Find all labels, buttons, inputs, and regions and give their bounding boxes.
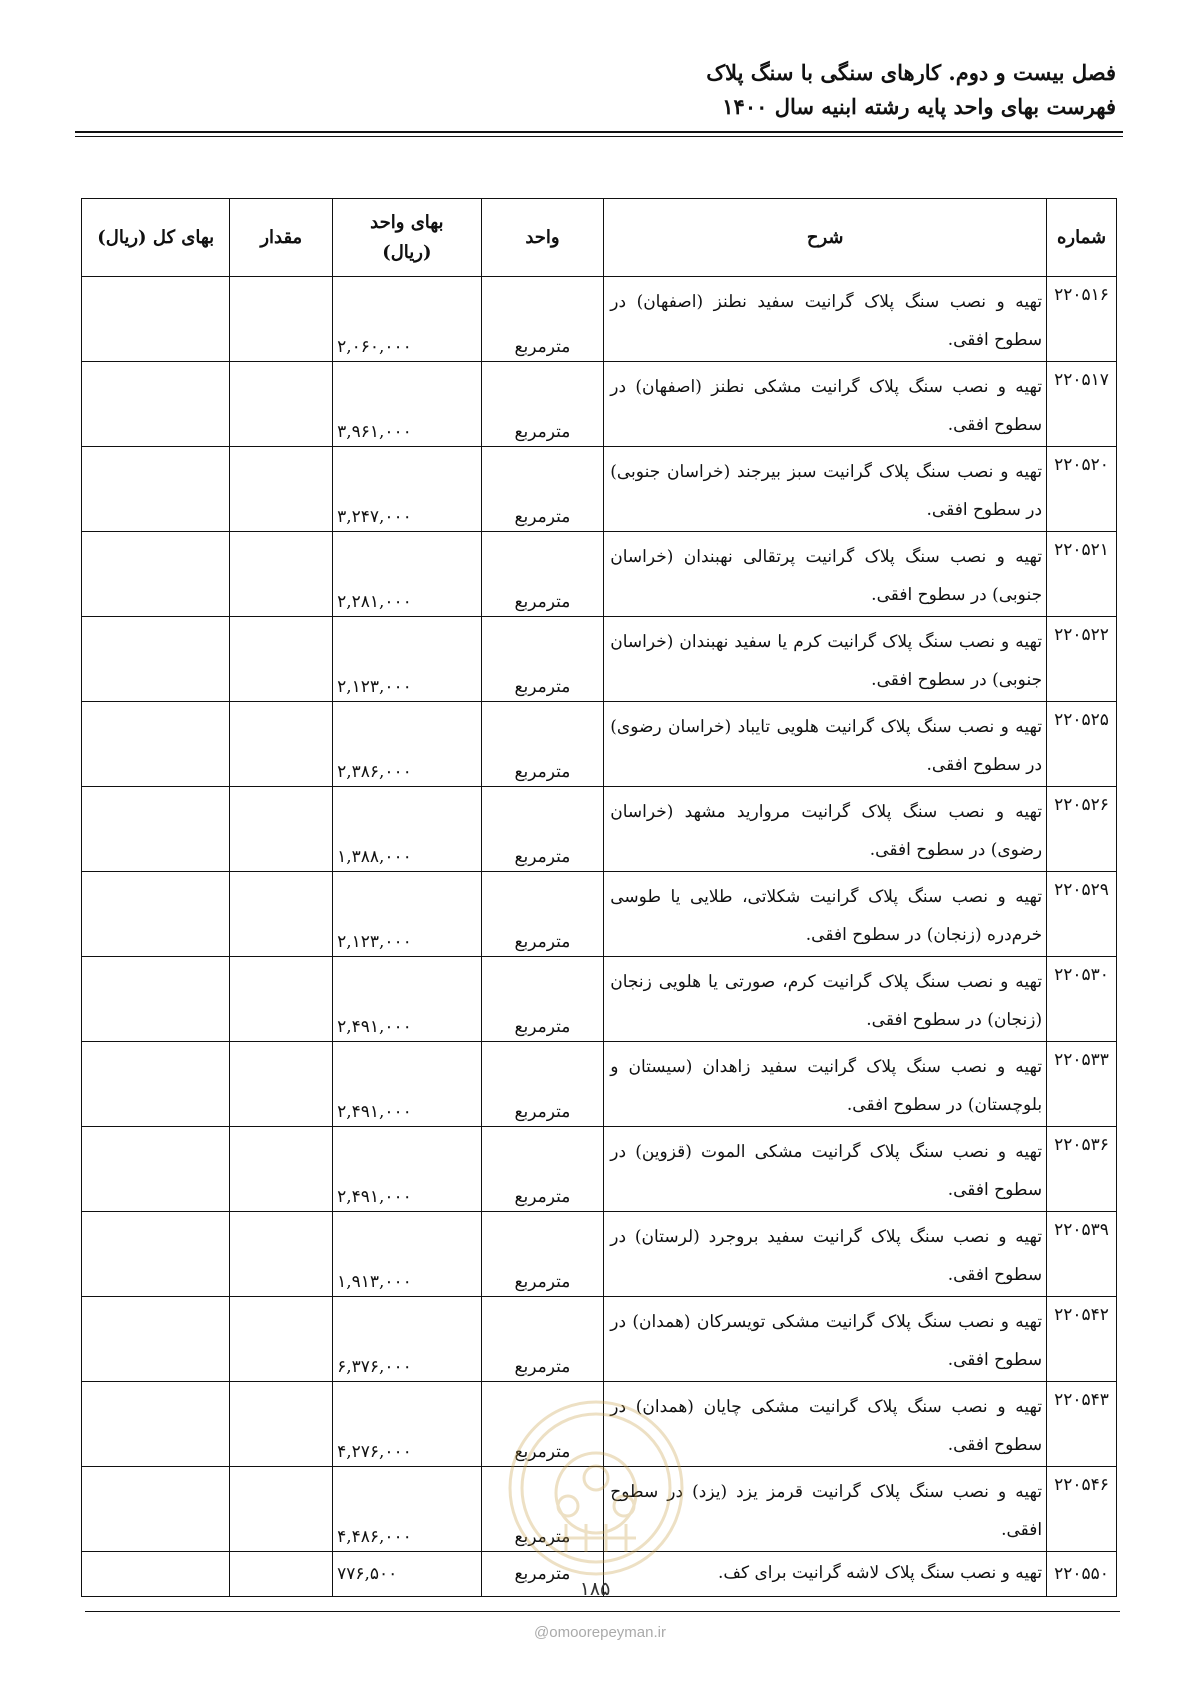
item-quantity bbox=[230, 1127, 333, 1212]
item-quantity bbox=[230, 1382, 333, 1467]
item-total-price bbox=[82, 1042, 230, 1127]
item-description: تهیه و نصب سنگ پلاک گرانیت سفید زاهدان (سیستان و بلوچستان) در سطوح افقی. bbox=[604, 1042, 1047, 1127]
item-unit: مترمربع bbox=[481, 702, 604, 787]
item-quantity bbox=[230, 787, 333, 872]
table-row bbox=[82, 1127, 1117, 1212]
item-code: ۲۲۰۵۳۶ bbox=[1047, 1127, 1117, 1212]
item-unit: مترمربع bbox=[481, 447, 604, 532]
header-quantity: مقدار bbox=[230, 199, 333, 277]
item-unit-price: ۲,۳۸۶,۰۰۰ bbox=[333, 702, 482, 787]
item-code: ۲۲۰۵۵۰ bbox=[1047, 1552, 1117, 1597]
item-total-price bbox=[82, 787, 230, 872]
item-unit: مترمربع bbox=[481, 872, 604, 957]
item-unit-price: ۲,۲۸۱,۰۰۰ bbox=[333, 532, 482, 617]
item-code: ۲۲۰۵۴۶ bbox=[1047, 1467, 1117, 1552]
item-code: ۲۲۰۵۳۹ bbox=[1047, 1212, 1117, 1297]
item-unit: مترمربع bbox=[481, 1212, 604, 1297]
table-row bbox=[82, 277, 1117, 362]
item-total-price bbox=[82, 277, 230, 362]
item-unit-price: ۲,۰۶۰,۰۰۰ bbox=[333, 277, 482, 362]
item-quantity bbox=[230, 1297, 333, 1382]
item-quantity bbox=[230, 957, 333, 1042]
item-quantity bbox=[230, 277, 333, 362]
page-header bbox=[66, 56, 1116, 124]
item-quantity bbox=[230, 1042, 333, 1127]
item-description: تهیه و نصب سنگ پلاک گرانیت کرم یا سفید نهبندان (خراسان جنوبی) در سطوح افقی. bbox=[604, 617, 1047, 702]
header-unit-price bbox=[333, 199, 482, 277]
item-code: ۲۲۰۵۳۰ bbox=[1047, 957, 1117, 1042]
item-unit-price: ۴,۴۸۶,۰۰۰ bbox=[333, 1467, 482, 1552]
header-unit-price-currency: (ریال) bbox=[382, 241, 432, 263]
item-total-price bbox=[82, 617, 230, 702]
item-unit: مترمربع bbox=[481, 532, 604, 617]
item-description: تهیه و نصب سنگ پلاک لاشه گرانیت برای کف. bbox=[604, 1552, 1047, 1597]
item-total-price bbox=[82, 1552, 230, 1597]
item-quantity bbox=[230, 447, 333, 532]
item-description: تهیه و نصب سنگ پلاک گرانیت مشکی چایان (همدان) در سطوح افقی. bbox=[604, 1382, 1047, 1467]
item-total-price bbox=[82, 957, 230, 1042]
item-quantity bbox=[230, 532, 333, 617]
item-unit-price: ۱,۹۱۳,۰۰۰ bbox=[333, 1212, 482, 1297]
item-quantity bbox=[230, 1467, 333, 1552]
item-unit: مترمربع bbox=[481, 1127, 604, 1212]
item-code: ۲۲۰۵۴۲ bbox=[1047, 1297, 1117, 1382]
seal-watermark-logo bbox=[506, 1398, 686, 1578]
item-unit: مترمربع bbox=[481, 617, 604, 702]
table-row bbox=[82, 532, 1117, 617]
item-code: ۲۲۰۵۳۳ bbox=[1047, 1042, 1117, 1127]
item-code: ۲۲۰۵۴۳ bbox=[1047, 1382, 1117, 1467]
item-quantity bbox=[230, 872, 333, 957]
item-code: ۲۲۰۵۱۶ bbox=[1047, 277, 1117, 362]
item-description: تهیه و نصب سنگ پلاک گرانیت سفید بروجرد (لرستان) در سطوح افقی. bbox=[604, 1212, 1047, 1297]
table-header-row bbox=[82, 199, 1117, 277]
header-number: شماره bbox=[1047, 199, 1117, 277]
table-row bbox=[82, 1297, 1117, 1382]
table-row bbox=[82, 447, 1117, 532]
item-unit: مترمربع bbox=[481, 1297, 604, 1382]
item-total-price bbox=[82, 362, 230, 447]
price-list-title: فهرست بهای واحد پایه رشته ابنیه سال ۱۴۰۰ bbox=[722, 94, 1116, 119]
item-quantity bbox=[230, 702, 333, 787]
item-unit: مترمربع bbox=[481, 957, 604, 1042]
table-row bbox=[82, 1042, 1117, 1127]
item-description: تهیه و نصب سنگ پلاک گرانیت شکلاتی، طلایی یا طوسی خرم‌دره (زنجان) در سطوح افقی. bbox=[604, 872, 1047, 957]
table-row bbox=[82, 702, 1117, 787]
item-quantity bbox=[230, 617, 333, 702]
item-code: ۲۲۰۵۲۲ bbox=[1047, 617, 1117, 702]
item-total-price bbox=[82, 532, 230, 617]
item-code: ۲۲۰۵۲۹ bbox=[1047, 872, 1117, 957]
item-quantity bbox=[230, 1212, 333, 1297]
item-total-price bbox=[82, 1212, 230, 1297]
header-rule-thick bbox=[75, 131, 1123, 133]
chapter-title: فصل بیست و دوم. کارهای سنگی با سنگ پلاک bbox=[706, 60, 1116, 85]
item-total-price bbox=[82, 1127, 230, 1212]
item-unit: مترمربع bbox=[481, 277, 604, 362]
item-unit-price: ۲,۴۹۱,۰۰۰ bbox=[333, 957, 482, 1042]
item-description: تهیه و نصب سنگ پلاک گرانیت مروارید مشهد (خراسان رضوی) در سطوح افقی. bbox=[604, 787, 1047, 872]
item-description: تهیه و نصب سنگ پلاک گرانیت مشکی الموت (قزوین) در سطوح افقی. bbox=[604, 1127, 1047, 1212]
item-unit-price: ۲,۴۹۱,۰۰۰ bbox=[333, 1042, 482, 1127]
item-total-price bbox=[82, 702, 230, 787]
item-unit: مترمربع bbox=[481, 787, 604, 872]
item-quantity bbox=[230, 362, 333, 447]
item-description: تهیه و نصب سنگ پلاک گرانیت مشکی نطنز (اصفهان) در سطوح افقی. bbox=[604, 362, 1047, 447]
item-description: تهیه و نصب سنگ پلاک گرانیت کرم، صورتی یا هلویی زنجان (زنجان) در سطوح افقی. bbox=[604, 957, 1047, 1042]
item-total-price bbox=[82, 872, 230, 957]
item-code: ۲۲۰۵۲۱ bbox=[1047, 532, 1117, 617]
price-table bbox=[81, 198, 1117, 1597]
item-total-price bbox=[82, 1382, 230, 1467]
item-description: تهیه و نصب سنگ پلاک گرانیت سبز بیرجند (خراسان جنوبی) در سطوح افقی. bbox=[604, 447, 1047, 532]
item-description: تهیه و نصب سنگ پلاک گرانیت سفید نطنز (اصفهان) در سطوح افقی. bbox=[604, 277, 1047, 362]
item-unit: مترمربع bbox=[481, 362, 604, 447]
item-total-price bbox=[82, 1467, 230, 1552]
item-total-price bbox=[82, 447, 230, 532]
item-code: ۲۲۰۵۲۰ bbox=[1047, 447, 1117, 532]
item-unit-price: ۲,۱۲۳,۰۰۰ bbox=[333, 872, 482, 957]
item-description: تهیه و نصب سنگ پلاک گرانیت قرمز یزد (یزد) در سطوح افقی. bbox=[604, 1467, 1047, 1552]
header-unit: واحد bbox=[481, 199, 604, 277]
table-row bbox=[82, 787, 1117, 872]
item-unit-price: ۶,۳۷۶,۰۰۰ bbox=[333, 1297, 482, 1382]
table-row bbox=[82, 957, 1117, 1042]
watermark-url: @omoorepeyman.ir bbox=[534, 1624, 666, 1641]
item-total-price bbox=[82, 1297, 230, 1382]
item-unit: مترمربع bbox=[481, 1467, 604, 1552]
table-row bbox=[82, 362, 1117, 447]
item-unit-price: ۲,۴۹۱,۰۰۰ bbox=[333, 1127, 482, 1212]
item-unit: مترمربع bbox=[481, 1382, 604, 1467]
item-quantity bbox=[230, 1552, 333, 1597]
item-code: ۲۲۰۵۲۵ bbox=[1047, 702, 1117, 787]
header-total-price: بهای کل (ریال) bbox=[82, 199, 230, 277]
header-rule-thin bbox=[75, 136, 1123, 137]
item-unit-price: ۱,۳۸۸,۰۰۰ bbox=[333, 787, 482, 872]
item-unit-price: ۳,۲۴۷,۰۰۰ bbox=[333, 447, 482, 532]
item-unit: مترمربع bbox=[481, 1042, 604, 1127]
header-unit-price-label: بهای واحد bbox=[370, 211, 444, 233]
table-row bbox=[82, 1212, 1117, 1297]
item-description: تهیه و نصب سنگ پلاک گرانیت پرتقالی نهبندان (خراسان جنوبی) در سطوح افقی. bbox=[604, 532, 1047, 617]
item-unit-price: ۳,۹۶۱,۰۰۰ bbox=[333, 362, 482, 447]
table-row bbox=[82, 617, 1117, 702]
footer-rule bbox=[85, 1611, 1120, 1612]
item-unit-price: ۲,۱۲۳,۰۰۰ bbox=[333, 617, 482, 702]
page-number: ۱۸۵ bbox=[579, 1578, 611, 1600]
item-unit: مترمربع bbox=[481, 1552, 604, 1597]
header-description: شرح bbox=[604, 199, 1047, 277]
table-row bbox=[82, 872, 1117, 957]
item-code: ۲۲۰۵۲۶ bbox=[1047, 787, 1117, 872]
item-code: ۲۲۰۵۱۷ bbox=[1047, 362, 1117, 447]
item-description: تهیه و نصب سنگ پلاک گرانیت مشکی تویسرکان (همدان) در سطوح افقی. bbox=[604, 1297, 1047, 1382]
item-unit-price: ۷۷۶,۵۰۰ bbox=[333, 1552, 482, 1597]
item-unit-price: ۴,۲۷۶,۰۰۰ bbox=[333, 1382, 482, 1467]
item-description: تهیه و نصب سنگ پلاک گرانیت هلویی تایباد (خراسان رضوی) در سطوح افقی. bbox=[604, 702, 1047, 787]
